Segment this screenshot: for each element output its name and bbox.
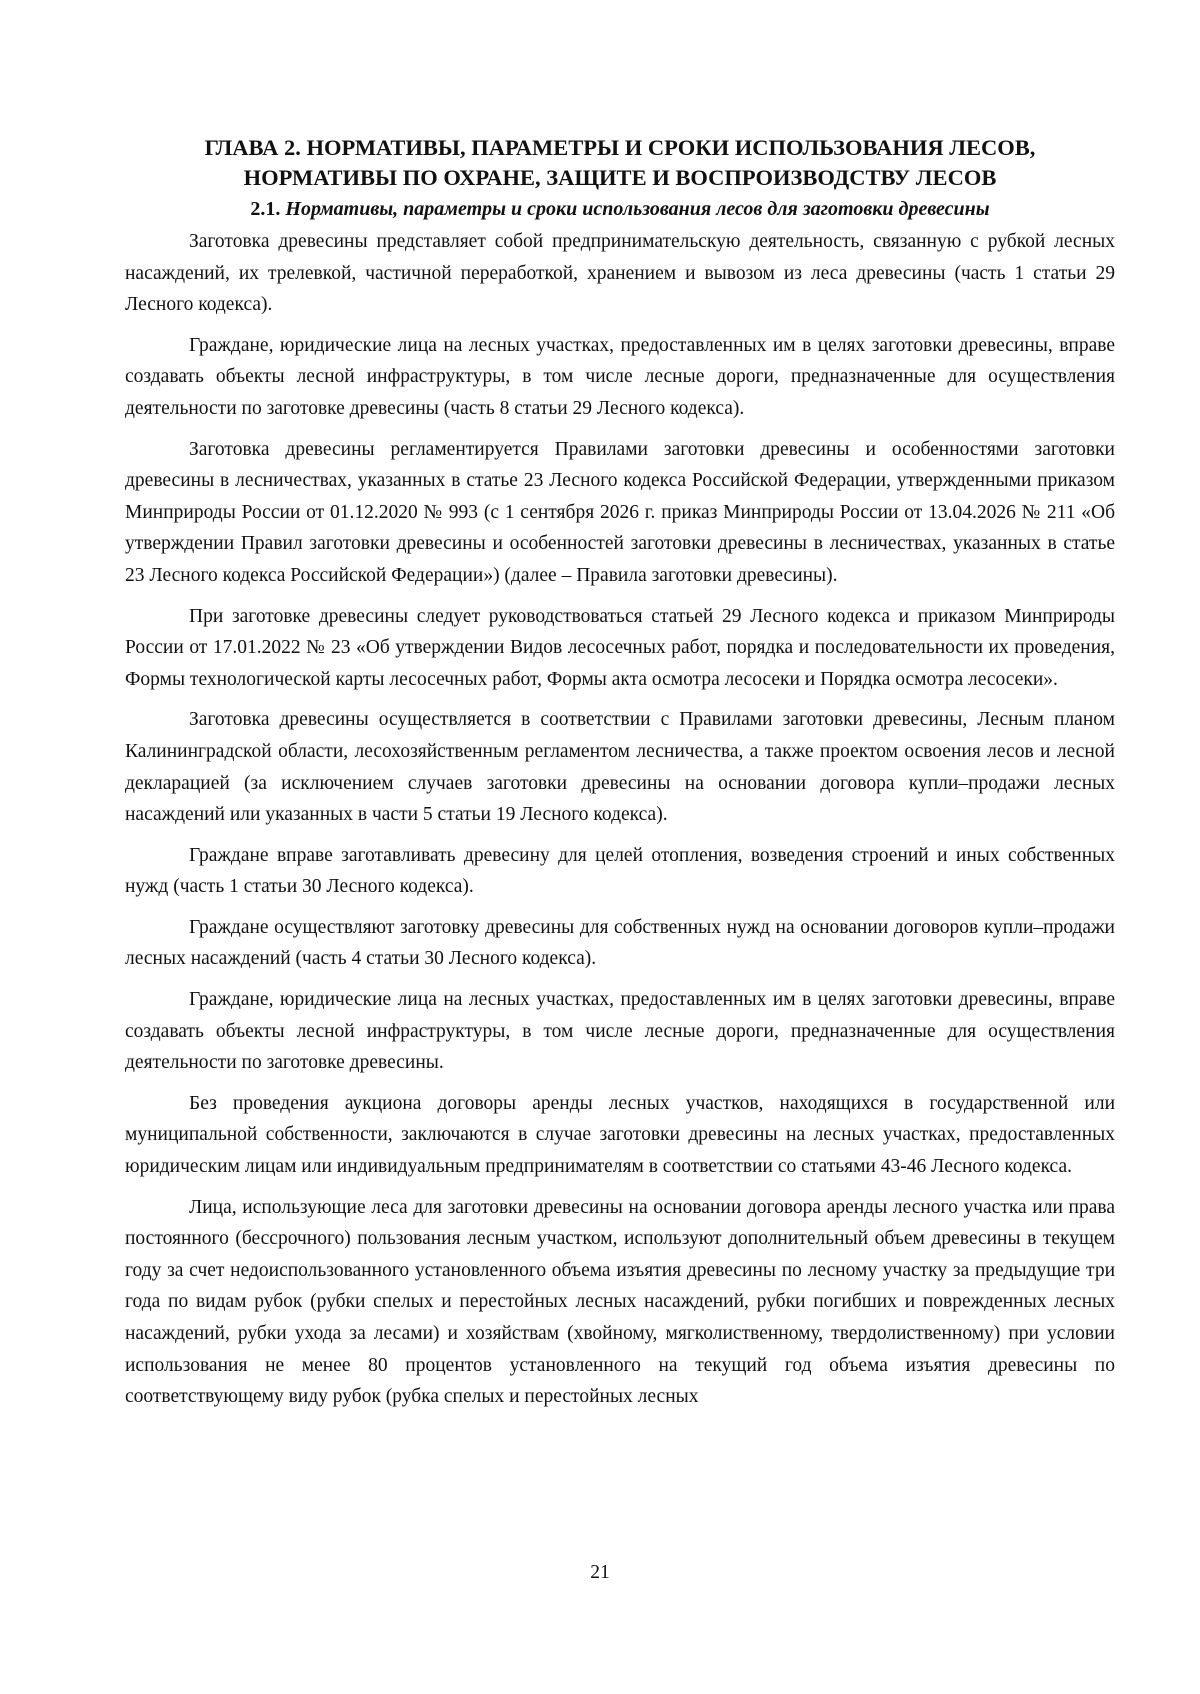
- chapter-title-line-2: НОРМАТИВЫ ПО ОХРАНЕ, ЗАЩИТЕ И ВОСПРОИЗВОДСТВУ ЛЕСОВ: [243, 165, 997, 190]
- paragraph: Заготовка древесины регламентируется Правилами заготовки древесины и особенностями заготовки древесины в лесничествах, указанных в статье 23 Лесного кодекса Российской Федерации, утвержденными приказом Минприроды России от 01.12.2020 № 993 (с 1 сентября 2026 г. приказ Минприроды России от 13.04.2026 № 211 «Об утверждении Правил заготовки древесины и особенностей заготовки древесины в лесничествах, указанных в статье 23 Лесного кодекса Российской Федерации») (далее – Правила заготовки древесины).: [125, 438, 1115, 586]
- section-heading-text: Нормативы, параметры и сроки использования лесов для заготовки древесины: [285, 198, 990, 220]
- paragraph: Заготовка древесины осуществляется в соответствии с Правилами заготовки древесины, Лесным планом Калининградской области, лесохозяйственным регламентом лесничества, а также проектом освоения лесов и лесной декларацией (за исключением случаев заготовки древесины на основании договора купли–продажи лесных насаждений или указанных в части 5 статьи 19 Лесного кодекса).: [125, 709, 1115, 826]
- page-number: 21: [590, 1562, 610, 1583]
- chapter-title-line-1: ГЛАВА 2. НОРМАТИВЫ, ПАРАМЕТРЫ И СРОКИ ИСПОЛЬЗОВАНИЯ ЛЕСОВ,: [204, 135, 1036, 160]
- paragraph: Граждане, юридические лица на лесных участках, предоставленных им в целях заготовки древесины, вправе создавать объекты лесной инфраструктуры, в том числе лесные дороги, предназначенные для осуществления деятельности по заготовке древесины (часть 8 статьи 29 Лесного кодекса).: [125, 334, 1115, 419]
- paragraph: Заготовка древесины представляет собой предпринимательскую деятельность, связанную с рубкой лесных насаждений, их трелевкой, частичной переработкой, хранением и вывозом из леса древесины (часть 1 статьи 29 Лесного кодекса).: [125, 231, 1115, 316]
- page-content: [125, 133, 1115, 1413]
- paragraph: Граждане вправе заготавливать древесину для целей отопления, возведения строений и иных собственных нужд (часть 1 статьи 30 Лесного кодекса).: [125, 844, 1115, 898]
- paragraph: Лица, использующие леса для заготовки древесины на основании договора аренды лесного участка или права постоянного (бессрочного) пользования лесным участком, используют дополнительный объем древесины в текущем году за счет недоиспользованного установленного объема изъятия древесины по лесному участку за предыдущие три года по видам рубок (рубки спелых и перестойных лесных насаждений, рубки погибших и поврежденных лесных насаждений, рубки ухода за лесами) и хозяйствам (хвойному, мягколиственному, твердолиственному) при условии использования не менее 80 процентов установленного на текущий год объема изъятия древесины по соответствующему виду рубок (рубка спелых и перестойных лесных: [125, 1196, 1115, 1408]
- section-title: [125, 193, 1115, 225]
- paragraph: Граждане осуществляют заготовку древесины для собственных нужд на основании договоров купли–продажи лесных насаждений (часть 4 статьи 30 Лесного кодекса).: [125, 916, 1115, 970]
- section-number: 2.1.: [250, 198, 281, 220]
- paragraph: При заготовке древесины следует руководствоваться статьей 29 Лесного кодекса и приказом Минприроды России от 17.01.2022 № 23 «Об утверждении Видов лесосечных работ, порядка и последовательности их проведения, Формы технологической карты лесосечных работ, Формы акта осмотра лесосеки и Порядка осмотра лесосеки».: [125, 605, 1115, 690]
- chapter-title: [125, 133, 1115, 193]
- paragraph: Без проведения аукциона договоры аренды лесных участков, находящихся в государственной или муниципальной собственности, заключаются в случае заготовки древесины на лесных участках, предоставленных юридическим лицам или индивидуальным предпринимателям в соответствии со статьями 43-46 Лесного кодекса.: [125, 1092, 1115, 1178]
- paragraph: Граждане, юридические лица на лесных участках, предоставленных им в целях заготовки древесины, вправе создавать объекты лесной инфраструктуры, в том числе лесные дороги, предназначенные для осуществления деятельности по заготовке древесины.: [125, 989, 1115, 1074]
